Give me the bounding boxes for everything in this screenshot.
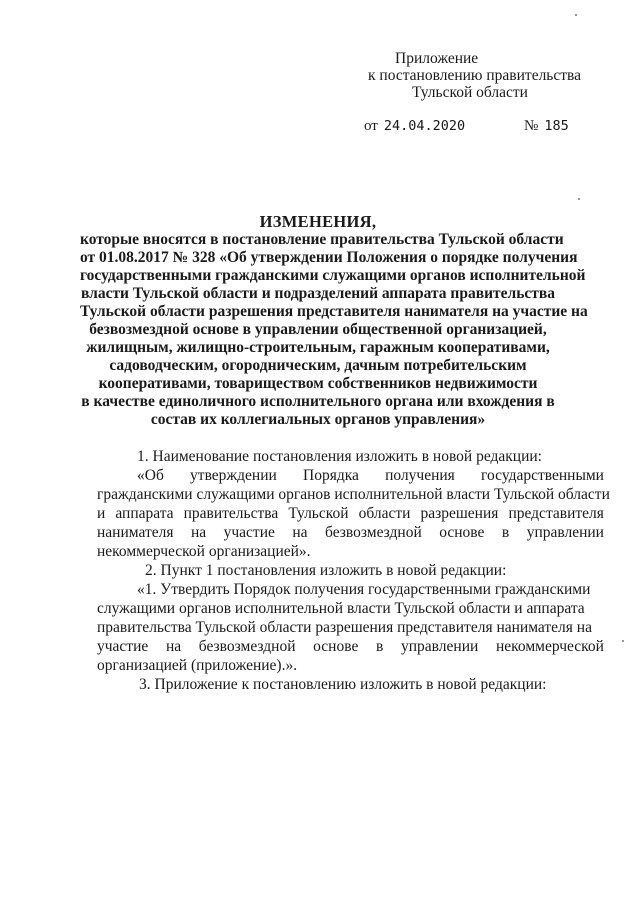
word: участие: [97, 638, 149, 655]
justified-line: [97, 580, 604, 599]
document-title: [80, 212, 588, 429]
word: утверждении: [190, 467, 277, 484]
word: «1. Утвердить Порядок получения государственными гражданскими: [137, 581, 591, 598]
appendix-line: к постановлению правительства: [368, 67, 582, 84]
word: «Об: [137, 467, 164, 484]
word: области: [358, 505, 411, 522]
word: участие: [223, 524, 275, 541]
word: на: [190, 524, 207, 541]
paragraph-1-heading: 1. Наименование постановления изложить в новой редакции:: [137, 448, 542, 465]
title-line: садоводческим, огородническим, дачным потребительским: [109, 357, 527, 374]
word: управлении: [526, 524, 604, 541]
title-line: которые вносятся в постановление правительства Тульской области: [80, 231, 564, 248]
word: служащими органов исполнительной власти Тульской области и аппарата: [97, 600, 585, 617]
appendix-header: [350, 50, 600, 101]
title-line: кооперативами, товариществом собственников недвижимости: [98, 375, 538, 392]
word: в: [501, 524, 510, 541]
title-main: ИЗМЕНЕНИЯ,: [259, 212, 377, 231]
title-line: государственными гражданскими служащими органов исполнительной: [80, 267, 586, 284]
word: безвозмездной: [325, 524, 422, 541]
justified-line: [97, 523, 604, 542]
title-line: от 01.08.2017 № 328 «Об утверждении Положения о порядке получения: [80, 249, 578, 266]
title-line: власти Тульской области и подразделений аппарата правительства: [80, 285, 556, 302]
issue-date-number: [364, 118, 584, 135]
word: в: [376, 638, 384, 655]
word: государственными: [481, 467, 604, 484]
word: нанимателя: [97, 524, 174, 541]
word: аппарата: [115, 505, 174, 522]
word: безвозмездной: [198, 638, 296, 655]
word: гражданскими служащими органов исполнительной власти Тульской области: [97, 486, 610, 503]
word: разрешения: [420, 505, 499, 522]
word: на: [292, 524, 308, 541]
word: представителя: [508, 505, 604, 522]
paragraph-2-heading: 2. Пункт 1 постановления изложить в новой редакции:: [145, 562, 507, 579]
title-line: состав их коллегиальных органов управления»: [150, 411, 486, 428]
word: правительства: [183, 505, 279, 522]
word: Тульской: [288, 505, 349, 522]
justified-line: [97, 466, 604, 485]
title-line: в качестве единоличного исполнительного органа или вхождения в: [81, 393, 555, 410]
scan-speck: [622, 640, 624, 642]
appendix-line: Тульской области: [412, 84, 528, 101]
word: основе: [439, 524, 485, 541]
justified-line: [97, 504, 604, 523]
paragraph-3-heading: 3. Приложение к постановлению изложить в новой редакции:: [139, 676, 547, 693]
paragraph-1-quote-end: некоммерческой организацией».: [97, 543, 311, 560]
word: и: [97, 505, 106, 522]
scan-speck: [575, 14, 577, 16]
word: основе: [313, 638, 359, 655]
word: получения: [385, 467, 455, 484]
title-line: Тульской области разрешения представителя нанимателя на участие на: [80, 303, 588, 320]
justified-line: [97, 599, 604, 618]
word: управлении: [401, 638, 479, 655]
justified-line: [97, 637, 604, 656]
word: правительства Тульской области разрешения представителя нанимателя на: [97, 619, 592, 636]
document-body: [97, 447, 610, 694]
appendix-line: Приложение: [395, 50, 479, 67]
date-prefix: от: [364, 118, 378, 134]
paragraph-2-quote-end: организацией (приложение).».: [97, 657, 298, 674]
justified-line: [97, 485, 610, 504]
word: на: [165, 638, 182, 655]
title-line: жилищным, жилищно-строительным, гаражным кооперативами,: [86, 339, 550, 356]
title-line: безвозмездной основе в управлении общественной организацией,: [89, 321, 547, 338]
issue-number: 185: [544, 118, 569, 134]
word: некоммерческой: [495, 638, 604, 655]
justified-line: [97, 618, 604, 637]
issue-date: 24.04.2020: [383, 118, 466, 134]
scan-speck: [578, 198, 580, 200]
number-sign: №: [524, 118, 539, 134]
word: Порядка: [303, 467, 359, 484]
